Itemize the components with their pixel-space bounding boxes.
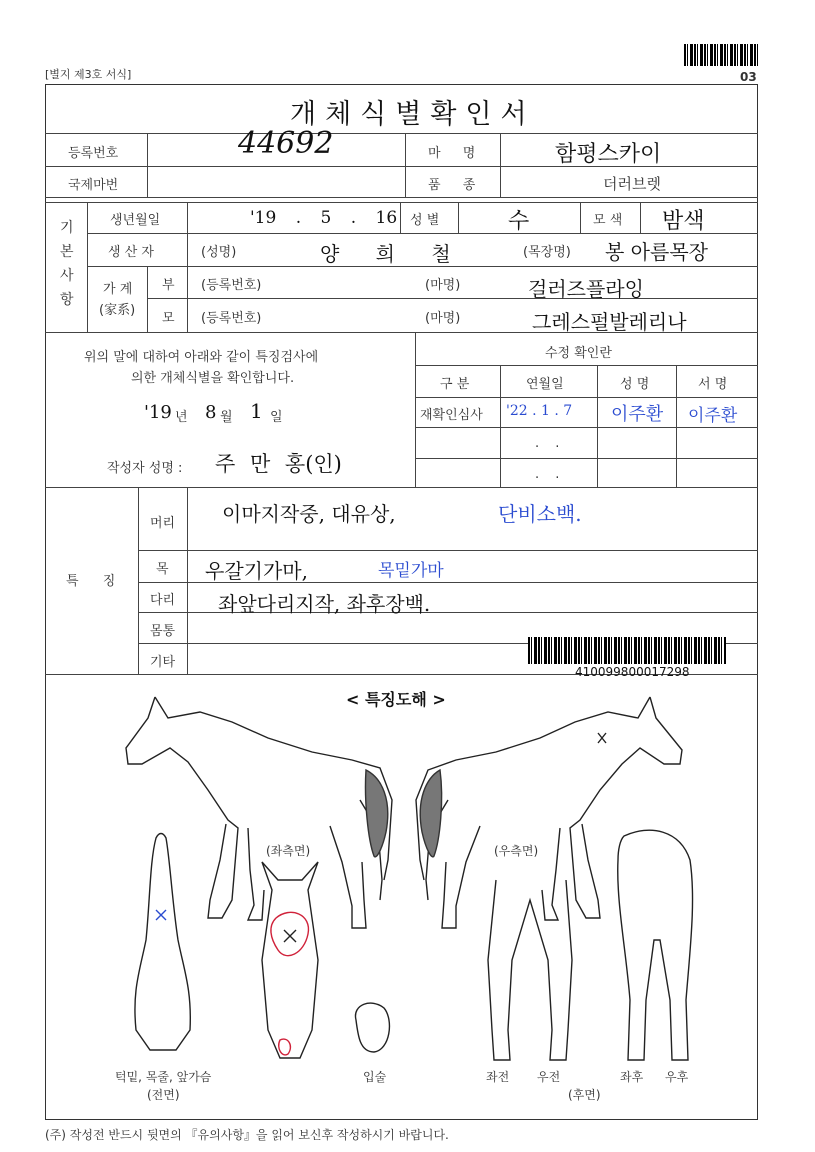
head-label: 머리: [150, 516, 176, 531]
producer-label: 생 산 자: [108, 245, 154, 260]
producer-name-label: (성명): [201, 245, 237, 260]
farm-label: (목장명): [523, 245, 571, 260]
neck-label: 목: [156, 562, 169, 577]
form-reference: [별지 제3호 서식]: [45, 68, 132, 81]
birth-value: '19 . 5 . 16: [250, 208, 398, 228]
page-number: 03: [740, 70, 757, 84]
diagram-title: < 특징도해 >: [346, 690, 446, 709]
color-value: 밤색: [662, 209, 705, 234]
lineage-hanja: (家系): [99, 303, 136, 318]
sex-value: 수: [508, 209, 530, 234]
legs-value: 좌앞다리지작, 좌후장백.: [218, 592, 431, 616]
reg-no-value: 44692: [238, 126, 334, 161]
rear-view-label: (후면): [568, 1088, 601, 1102]
horse-name-value: 함평스카이: [555, 142, 662, 167]
revision-row-1-date: '22 . 1 . 7: [506, 403, 573, 419]
writer-value: 주 만 홍(인): [215, 452, 342, 476]
hind-right-leg-label: 우후: [665, 1070, 689, 1084]
left-side-label: (좌측면): [266, 844, 311, 858]
head-value-2: 단비소백.: [498, 502, 582, 526]
front-left-leg-label: 좌전: [486, 1070, 510, 1084]
other-label: 기타: [150, 655, 176, 670]
sire-label: 부: [162, 278, 175, 293]
intl-no-label: 국제마번: [68, 178, 119, 193]
legs-label: 다리: [150, 593, 176, 608]
lineage-label: 가 계: [103, 282, 133, 297]
head-value-1: 이마지작중, 대유상,: [222, 502, 396, 526]
features-barcode-number: 410099800017298: [575, 665, 690, 679]
neck-value-1: 우갈기가마,: [205, 559, 308, 583]
footer-note: (주) 작성전 반드시 뒷면의 『유의사항』을 읽어 보신후 작성하시기 바랍니다.: [45, 1128, 449, 1142]
front-caption: 턱밑, 목줄, 앞가슴: [115, 1070, 212, 1084]
revision-header-sign: 서 명: [698, 377, 728, 392]
sex-label: 성 별: [410, 213, 440, 228]
confirm-text-2: 의한 개체식별을 확인합니다.: [131, 371, 295, 386]
right-side-label: (우측면): [494, 844, 539, 858]
writer-label: 작성자 성명 :: [107, 461, 183, 476]
revision-row-1-type: 재확인심사: [420, 408, 483, 423]
horse-name-label: 마 명: [428, 146, 476, 161]
body-label: 몸통: [150, 624, 176, 639]
confirm-date-day-unit: 일: [270, 410, 283, 425]
revision-row-2-date: . .: [535, 436, 560, 451]
reg-no-label: 등록번호: [68, 146, 119, 161]
top-barcode: [684, 44, 758, 66]
revision-row-1-name: 이주환: [611, 404, 664, 425]
dam-horse-label: (마명): [425, 311, 461, 326]
revision-row-1-sign: 이주환: [688, 406, 738, 426]
front-right-leg-label: 우전: [537, 1070, 561, 1084]
revision-title: 수정 확인란: [545, 346, 612, 361]
confirm-date-day: 1: [250, 399, 263, 423]
birth-label: 생년월일: [110, 213, 161, 228]
sire-value: 걸러즈플라잉: [528, 277, 644, 301]
document-title: 개체식별확인서: [290, 99, 536, 130]
confirm-date-year: '19: [144, 402, 172, 423]
confirm-date-month-unit: 월: [220, 410, 233, 425]
lips-label: 입술: [363, 1070, 387, 1084]
farm-value: 봉 아름목장: [605, 240, 708, 264]
revision-header-type: 구 분: [440, 377, 470, 392]
basic-section-label: 기본사항: [60, 220, 74, 308]
confirm-date-month: 8: [205, 402, 217, 423]
neck-value-2: 목밑가마: [378, 561, 444, 581]
dam-reg-label: (등록번호): [201, 311, 262, 326]
dam-label: 모: [162, 311, 175, 326]
features-barcode: [528, 637, 726, 664]
confirm-date-year-unit: 년: [175, 410, 188, 425]
hind-left-leg-label: 좌후: [620, 1070, 644, 1084]
revision-header-name: 성 명: [620, 377, 650, 392]
confirm-text-1: 위의 말에 대하여 아래와 같이 특징검사에: [84, 350, 319, 365]
breed-value: 더러브렛: [603, 175, 661, 193]
producer-value: 양 희 철: [320, 242, 451, 266]
front-view-label: (전면): [147, 1088, 180, 1102]
dam-value: 그레스펄발레리나: [532, 310, 687, 334]
features-label: 특 징: [66, 574, 116, 589]
revision-row-3-date: . .: [535, 467, 560, 482]
color-label: 모 색: [593, 213, 623, 228]
revision-header-date: 연월일: [526, 377, 564, 392]
sire-reg-label: (등록번호): [201, 278, 262, 293]
breed-label: 품 종: [428, 178, 476, 193]
sire-horse-label: (마명): [425, 278, 461, 293]
